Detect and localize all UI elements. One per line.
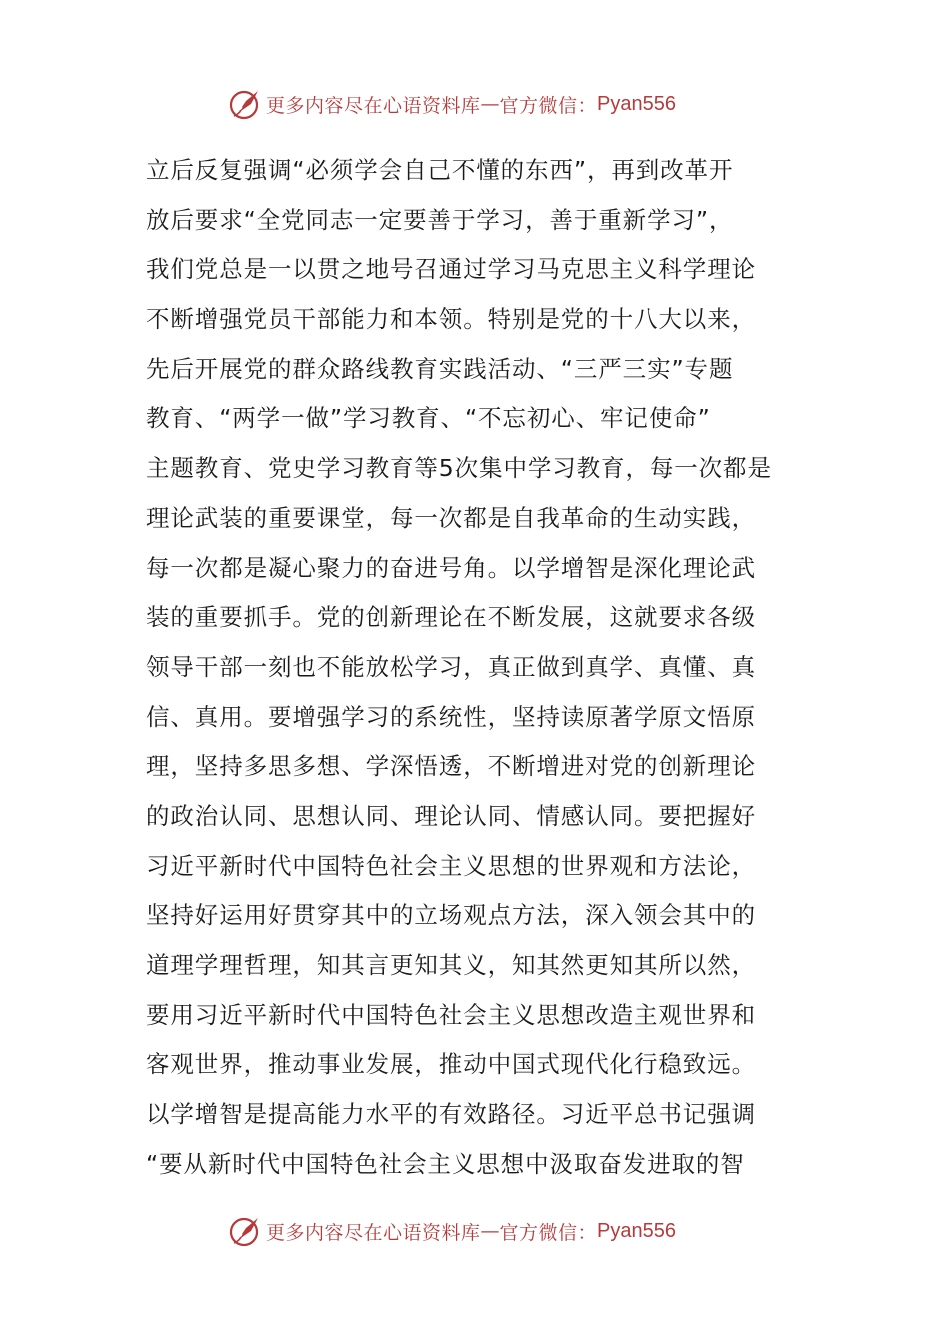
- banner-official-label: 官方微信：: [499, 94, 598, 117]
- banner-wechat-handle: Pyan556: [597, 92, 676, 115]
- banner-brand-text: 更多内容尽在心语资料库: [266, 1221, 481, 1244]
- text-line: 每一次都是凝心聚力的奋进号角。以学增智是深化理论武: [146, 553, 756, 582]
- text-line: 道理学理哲理，知其言更知其义，知其然更知其所以然，: [146, 951, 756, 979]
- text-line: 先后开展党的群众路线教育实践活动、“三严三实”专题: [146, 354, 734, 383]
- banner-brand-text: 更多内容尽在心语资料库: [266, 94, 481, 117]
- text-line: 习近平新时代中国特色社会主义思想的世界观和方法论，: [146, 851, 756, 880]
- banner-dash: —: [480, 93, 500, 115]
- text-line: 放后要求“全党同志一定要善于学习，善于重新学习”，: [146, 205, 734, 234]
- banner-dash: —: [480, 1220, 500, 1242]
- text-line: 要用习近平新时代中国特色社会主义思想改造主观世界和: [146, 1000, 756, 1029]
- quill-pen-logo-icon: [228, 86, 264, 122]
- banner-wechat-handle: Pyan556: [597, 1219, 676, 1242]
- footer-watermark-banner: [228, 1211, 748, 1251]
- text-line: 信、真用。要增强学习的系统性，坚持读原著学原文悟原: [146, 702, 756, 731]
- text-line: 以学增智是提高能力水平的有效路径。习近平总书记强调: [146, 1100, 756, 1129]
- text-line: 理，坚持多思多想、学深悟透，不断增进对党的创新理论: [146, 752, 756, 781]
- text-line: 领导干部一刻也不能放松学习，真正做到真学、真懂、真: [146, 652, 756, 681]
- text-line: “要从新时代中国特色社会主义思想中汲取奋发进取的智: [146, 1149, 745, 1178]
- quill-pen-logo-icon: [228, 1213, 264, 1249]
- text-line: 理论武装的重要课堂，每一次都是自我革命的生动实践，: [146, 503, 756, 532]
- text-line: 不断增强党员干部能力和本领。特别是党的十八大以来，: [146, 305, 756, 334]
- text-line: 我们党总是一以贯之地号召通过学习马克思主义科学理论: [146, 255, 756, 284]
- text-line: 坚持好运用好贯穿其中的立场观点方法，深入领会其中的: [146, 901, 756, 930]
- text-line: 教育、“两学一做”学习教育、“不忘初心、牢记使命”: [146, 404, 711, 433]
- text-line: 立后反复强调“必须学会自己不懂的东西”，再到改革开: [146, 156, 734, 184]
- text-line: 的政治认同、思想认同、理论认同、情感认同。要把握好: [146, 801, 756, 830]
- text-line: 装的重要抓手。党的创新理论在不断发展，这就要求各级: [146, 603, 756, 632]
- document-body: [146, 146, 806, 1189]
- header-watermark-banner: [228, 84, 748, 124]
- text-line: 客观世界，推动事业发展，推动中国式现代化行稳致远。: [146, 1050, 756, 1079]
- banner-official-label: 官方微信：: [499, 1221, 598, 1244]
- text-line: 主题教育、党史学习教育等5次集中学习教育，每一次都是: [146, 454, 772, 483]
